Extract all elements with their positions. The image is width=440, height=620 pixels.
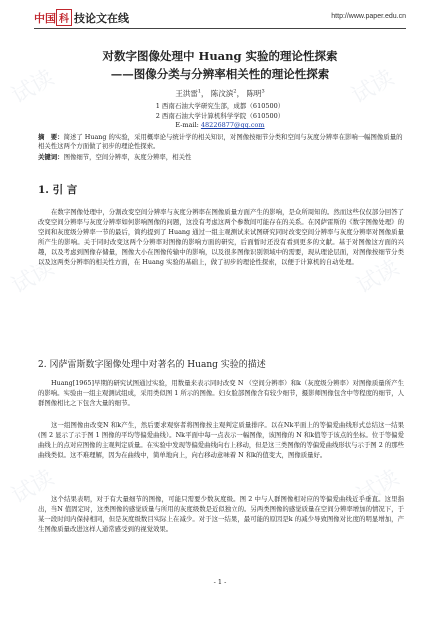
keywords-label: 关键词： xyxy=(38,153,64,161)
page-number: - 1 - xyxy=(213,578,227,586)
keywords xyxy=(38,152,404,161)
author-sup: 1 xyxy=(197,88,202,95)
page-header xyxy=(34,6,406,29)
body-paragraph: 在数字图像处理中，分割改变空间分辨率与灰度分辨率在图像质量方面产生的影响，是众所周知的。然而这些仅仅部分回答了改变空间分辨率与灰度分辨率如何影响图像的问题，这没有考虑这两个参数间可能存在的关系。在冈萨雷斯的《数字图像处理》的空间和灰度级分辨率一节的最后，简约提到了 Huang 通过一组主观测试来试图研究同时改变空间分辨率与灰度分辨率对图像质量所产生的影响。关于同时改变这两个分辨率对图像的影响方面的研究，后面暂时还没有看到更多的文献。基于对图像这方面的兴趣，以及考虑到图像存储量，图像大小在图像传输中的影响，以及很多图像识别领域中的需要，现从理论层面，对图像按细节分类以及这两类分辨率的相关性方面，在 Huang 实验的基础上，做了初步的理论性探索，以便于计算机的自动处理。 xyxy=(38,208,404,266)
email-label: E-mail: xyxy=(175,121,201,129)
author-sup: 2 xyxy=(233,88,237,95)
site-logo[interactable] xyxy=(34,9,129,26)
logo-box: 科 xyxy=(56,9,72,26)
abstract xyxy=(38,133,404,151)
watermark: 试读 xyxy=(7,465,59,510)
watermark: 试读 xyxy=(347,65,399,110)
watermark: 试读 xyxy=(7,255,59,300)
section-heading: 2. 冈萨雷斯数字图像处理中对著名的 Huang 实验的描述 xyxy=(38,360,266,370)
body-paragraph: 这一组图像由改变N 和k产生，然后要求观察者将图像按主观判定质量排序。以在Nk平面上的等偏爱曲线形式总结这一结果(图 2 显示了示于图 1 图像的平均等偏爱曲线）。Nk平面中每一点表示一幅图像，该图像的 N 和k值等于该点的坐标。位于等偏爱曲线上的点对应图像的主观判定质量。在实验中发现等偏爱曲线向右上移动，但是这三类图像的等偏爱曲线形状与示于图 2 的那些曲线类似。这不难理解，因为在曲线中，简单地向上，向右移动意味着 N 和k的值变大，图像质量好。 xyxy=(38,421,405,459)
abstract-text: 简述了 Huang 的实验，采用概率论与统计学的相关知识，对图像按细节分类和空间与灰度分辨率在影响一幅图像质量的相关性这两个方面做了初步的理论性探索。 xyxy=(38,133,403,150)
author-name: 陈明 xyxy=(246,89,262,98)
author-list: 王洪雷$^1$， 陈汶滨$^2$， 陈明$^3$ xyxy=(175,88,265,98)
author-sup: 3 xyxy=(261,88,265,95)
body-paragraph: 这个结果表明，对于有大量细节的图像，可能只需要少数灰度级。图 2 中与人群图像相对应的等偏爱曲线近乎垂直。这里指出，当N 值固定时，这类图像的感觉质量与所用的灰度级数是近似独立的。另两类图像的感觉质量在空间分辨率增加的情况下，于某一段时间内保持相同，但是灰度级数目实际上在减少。对于这一结果，最可能的原因是k 的减少导致图像对比度的明显增加，产生图像质量改进这样人通常感受到的视觉效果。 xyxy=(38,495,404,533)
watermark: 试读 xyxy=(7,65,59,110)
logo-prefix: 中国 xyxy=(34,12,56,25)
author-name: 王洪雷 xyxy=(175,89,198,98)
abstract-label: 摘 要： xyxy=(38,133,64,141)
affiliation: 1 西南石油大学研究生部，成都（610500） xyxy=(155,102,285,110)
paper-title: 对数字图像处理中 Huang 实验的理论性探索 xyxy=(102,49,338,63)
watermark: 试读 xyxy=(352,465,404,510)
email-link[interactable]: 48226877@qq.com xyxy=(200,121,265,129)
logo-rest: 技论文在线 xyxy=(74,12,129,25)
paper-subtitle: ——图像分类与分辨率相关性的理论性探索 xyxy=(110,67,330,81)
watermark: 试读 xyxy=(352,255,404,300)
site-url[interactable]: http://www.paper.edu.cn xyxy=(331,13,406,20)
body-paragraph: Huang[1965]早期的研究试图通过实验，用数量来表示同时改变 N （空间分辨率）和k（灰度级分辨率）对图像质量所产生的影响。实验由一组主观测试组成，采用类似图 1 所示的图像。妇女脸部图像含有较少细节，摄影师图像包含中等程度的细节，人群图像相比之下包含大量的细节。 xyxy=(38,379,405,407)
affiliation: 2 西南石油大学计算机科学学院（610500） xyxy=(155,112,285,120)
author-name: 陈汶滨 xyxy=(210,89,234,98)
email-line xyxy=(0,121,440,129)
section-heading: 1. 引 言 xyxy=(38,184,78,196)
keywords-text: 图像细节，空间分辨率，灰度分辨率，相关性 xyxy=(63,153,192,161)
